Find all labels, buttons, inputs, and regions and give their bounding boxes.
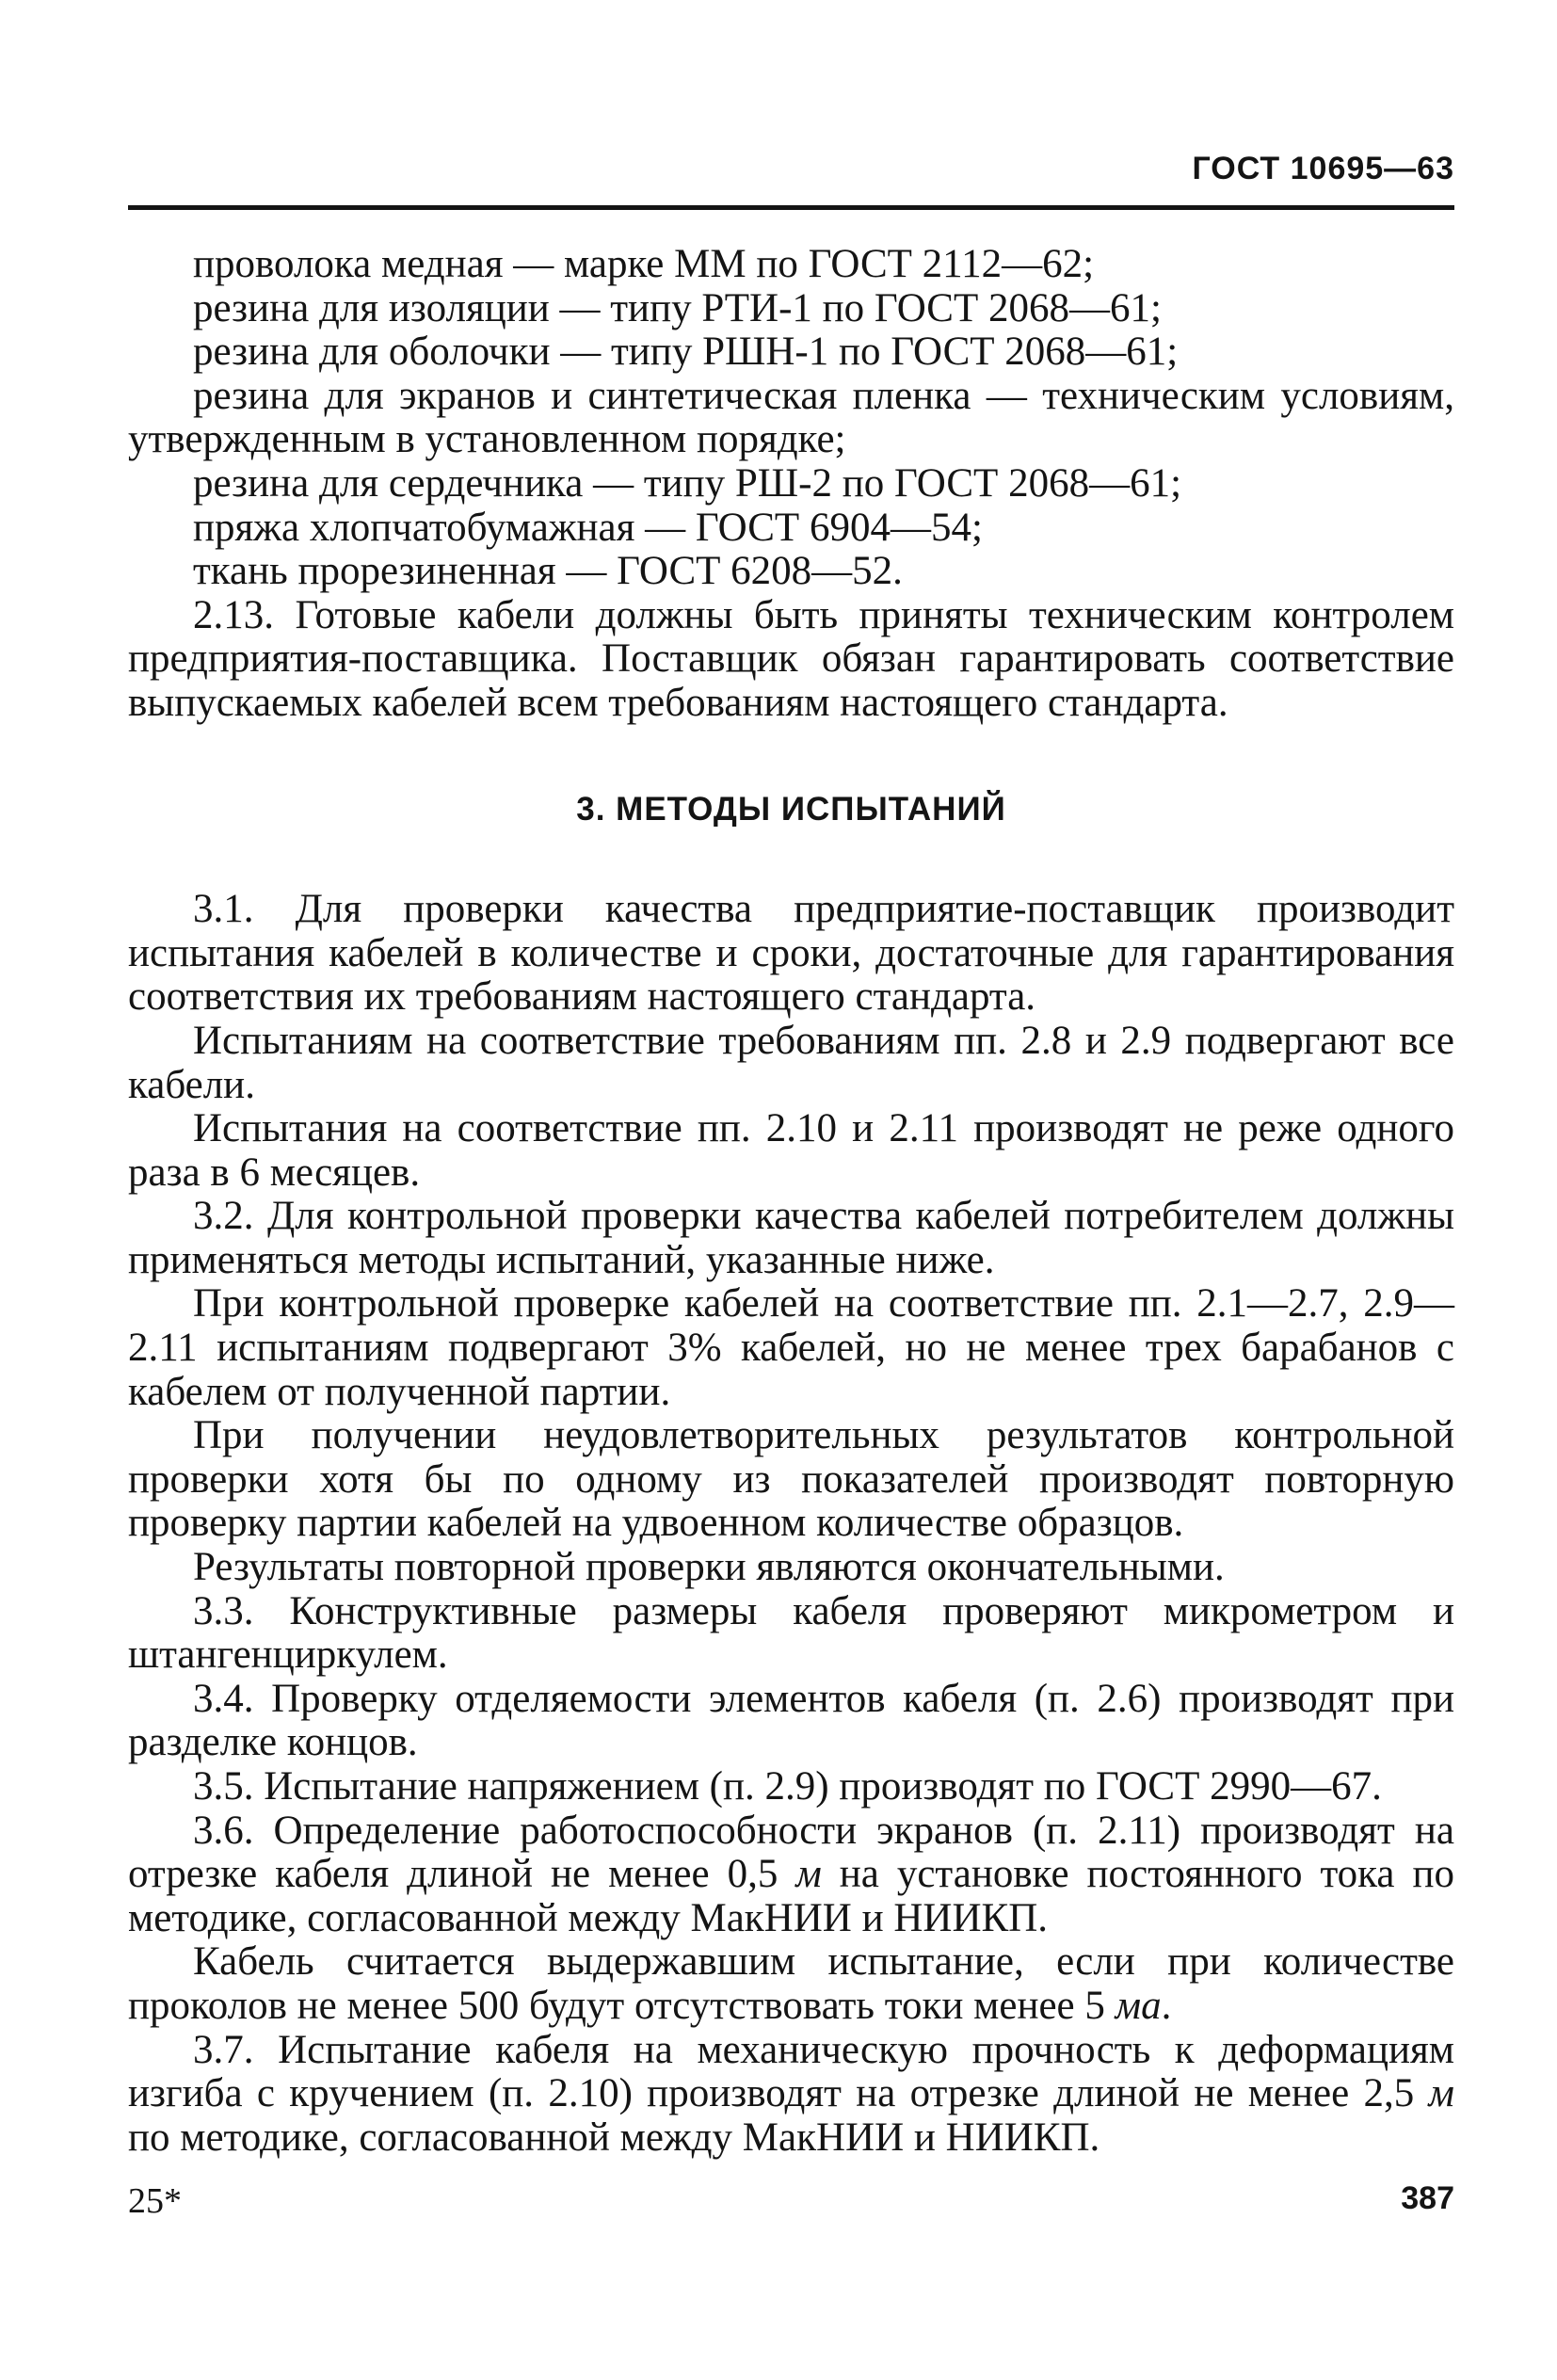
- material-item: резина для экранов и синтетическая пленка — техническим условиям, утвержденным в установленном порядке;: [128, 373, 1454, 462]
- material-item: резина для оболочки — типу РШН-1 по ГОСТ 2068—61;: [193, 330, 1179, 375]
- unit-meter: м: [1428, 2071, 1454, 2116]
- clause-3-6-text-end: на установке постоянного тока по методике, согласованной между МакНИИ и НИИКП.: [128, 1852, 1454, 1940]
- material-item: проволока медная — марке ММ по ГОСТ 2112—62;: [193, 242, 1095, 286]
- material-item: ткань прорезиненная — ГОСТ 6208—52.: [193, 549, 903, 594]
- clause-3-7: [128, 2029, 1454, 2161]
- clause-3-5: 3.5. Испытание напряжением (п. 2.9) производят по ГОСТ 2990—67.: [193, 1764, 1382, 1809]
- clause-3-6: [128, 1809, 1454, 1941]
- unit-meter: м: [795, 1852, 822, 1897]
- clause-3-1: 3.1. Для проверки качества предприятие-поставщик производит испытания кабелей в количестве и сроки, достаточные для гарантирования соответствия их требованиям настоящего стандарта.: [128, 887, 1454, 1020]
- clause-3-6-text: 3.6. Определение работоспособности экранов (п. 2.11) производят на отрезке кабеля длиной не менее 0,5: [128, 1808, 1454, 1897]
- clause-2-13: 2.13. Готовые кабели должны быть приняты техническим контролем предприятия-поставщика. Поставщик обязан гарантировать соответствие выпускаемых кабелей всем требованиям настоящего стандарта.: [128, 592, 1454, 725]
- clause-3-2-final: Результаты повторной проверки являются окончательными.: [193, 1545, 1225, 1590]
- document-body: [128, 243, 1454, 2160]
- signature-mark: 25*: [128, 2181, 182, 2221]
- period: .: [1161, 1983, 1172, 2028]
- clause-3-2-sampling: При контрольной проверке кабелей на соответствие пп. 2.1—2.7, 2.9—2.11 испытаниям подвергают 3% кабелей, но не менее трех барабанов с кабелем от полученной партии.: [128, 1281, 1454, 1414]
- material-item: резина для изоляции — типу РТИ-1 по ГОСТ 2068—61;: [193, 285, 1162, 330]
- clause-3-2-retest: При получении неудовлетворительных результатов контрольной проверки хотя бы по одному из показателей производят повторную проверку партии кабелей на удвоенном количестве образцов.: [128, 1413, 1454, 1546]
- unit-milliampere: ма: [1115, 1983, 1162, 2028]
- clause-3-1-testing: Испытаниям на соответствие требованиям пп. 2.8 и 2.9 подвергают все кабели.: [128, 1018, 1454, 1107]
- clause-3-2: 3.2. Для контрольной проверки качества кабелей потребителем должны применяться методы испытаний, указанные ниже.: [128, 1194, 1454, 1282]
- clause-3-7-text-end: по методике, согласованной между МакНИИ и НИИКП.: [128, 2115, 1100, 2160]
- standard-header: ГОСТ 10695—63: [1192, 151, 1454, 186]
- clause-3-4: 3.4. Проверку отделяемости элементов кабеля (п. 2.6) производят при разделке концов.: [128, 1676, 1454, 1765]
- material-item: пряжа хлопчатобумажная — ГОСТ 6904—54;: [193, 505, 983, 550]
- section-title: 3. МЕТОДЫ ИСПЫТАНИЙ: [576, 790, 1006, 828]
- clause-3-6-criteria: [128, 1940, 1454, 2028]
- clause-3-6-criteria-text: Кабель считается выдержавшим испытание, если при количестве проколов не менее 500 будут отсутствовать токи менее 5: [128, 1939, 1454, 2028]
- clause-3-1-periodic: Испытания на соответствие пп. 2.10 и 2.11 производят не реже одного раза в 6 месяцев.: [128, 1106, 1454, 1195]
- material-item: резина для сердечника — типу РШ-2 по ГОСТ 2068—61;: [193, 460, 1182, 506]
- page-number: 387: [1401, 2180, 1454, 2216]
- clause-3-7-text: 3.7. Испытание кабеля на механическую прочность к деформациям изгиба с кручением (п. 2.10) производят на отрезке длиной не менее 2,5: [128, 2027, 1454, 2116]
- header-rule: [128, 205, 1454, 210]
- clause-3-3: 3.3. Конструктивные размеры кабеля проверяют микрометром и штангенциркулем.: [128, 1588, 1454, 1678]
